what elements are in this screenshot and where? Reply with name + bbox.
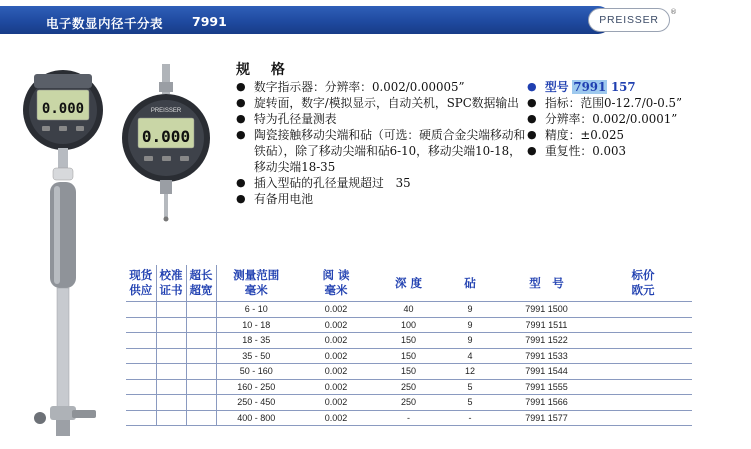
feature-item: ● 数字指示器：分辨率：0.002/0.00005” xyxy=(236,79,526,95)
table-row: 400 - 800 0.002 - - 7991 1577 xyxy=(126,410,692,426)
model-table xyxy=(126,265,692,426)
indicator-digits: 0.000 xyxy=(141,127,191,146)
brand-logo: PREISSER xyxy=(588,8,670,32)
table-row: 18 - 35 0.002 150 9 7991 1522 xyxy=(126,333,692,349)
model-table-grid xyxy=(126,265,692,426)
model-label: 型号 xyxy=(545,80,569,94)
spec-detail-list xyxy=(527,79,747,159)
table-row: 250 - 450 0.002 250 5 7991 1566 xyxy=(126,395,692,411)
header-cert: 校准 证书 xyxy=(156,265,186,302)
display-digits: 0.000 xyxy=(41,101,85,117)
registered-mark: ® xyxy=(670,8,677,16)
feature-item: ● 旋转面，数字/模拟显示，自动关机，SPC数据输出 xyxy=(236,95,526,111)
table-row: 35 - 50 0.002 150 4 7991 1533 xyxy=(126,348,692,364)
header-price: 标价 欧元 xyxy=(631,268,655,297)
model-suffix: 157 xyxy=(610,80,636,94)
model-line xyxy=(527,79,747,95)
digital-indicator-illustration xyxy=(118,62,220,222)
table-row: 6 - 10 0.002 40 9 7991 1500 xyxy=(126,302,692,318)
feature-item: ● 特为孔径量测表 xyxy=(236,111,526,127)
header-oversize: 超长 超宽 xyxy=(186,265,216,302)
spec-title: 规 格 xyxy=(236,62,293,78)
model-code: 7991 xyxy=(573,80,607,94)
bore-gauge-illustration xyxy=(20,50,110,442)
header-reading: 阅 读 毫米 xyxy=(322,268,350,297)
feature-item: ● 陶瓷接触移动尖端和砧（可选：硬质合金尖端移动和铁砧），除了移动尖端和砧6-10，移动尖端10-18，移动尖端18-35 xyxy=(236,127,526,175)
dial-brand-text: PREISSER xyxy=(150,108,182,114)
table-row: 160 - 250 0.002 250 5 7991 1555 xyxy=(126,379,692,395)
table-row: 50 - 160 0.002 150 12 7991 1544 xyxy=(126,364,692,380)
table-row: 10 - 18 0.002 100 9 7991 1511 xyxy=(126,317,692,333)
header-range: 测量范围 毫米 xyxy=(233,268,280,297)
header-stock: 现货 供应 xyxy=(126,265,156,302)
header-depth: 深 度 xyxy=(394,275,422,290)
detail-item: ● 重复性：0.003 xyxy=(527,143,747,159)
detail-item: ● 精度：±0.025 xyxy=(527,127,747,143)
header-model: 7991 xyxy=(192,14,227,29)
header xyxy=(0,0,751,38)
feature-list xyxy=(236,79,526,207)
header-title: 电子数显内径千分表 xyxy=(46,16,164,31)
table-header-row xyxy=(126,265,692,302)
detail-item: ● 分辨率：0.002/0.0001” xyxy=(527,111,747,127)
header-model: 型 号 xyxy=(529,275,564,290)
detail-item: ● 指标：范围0-12.7/0-0.5” xyxy=(527,95,747,111)
header-anvil: 砧 xyxy=(464,275,476,290)
feature-item: ● 插入型砧的孔径量规超过 35 xyxy=(236,175,526,191)
feature-item: ● 有备用电池 xyxy=(236,191,526,207)
